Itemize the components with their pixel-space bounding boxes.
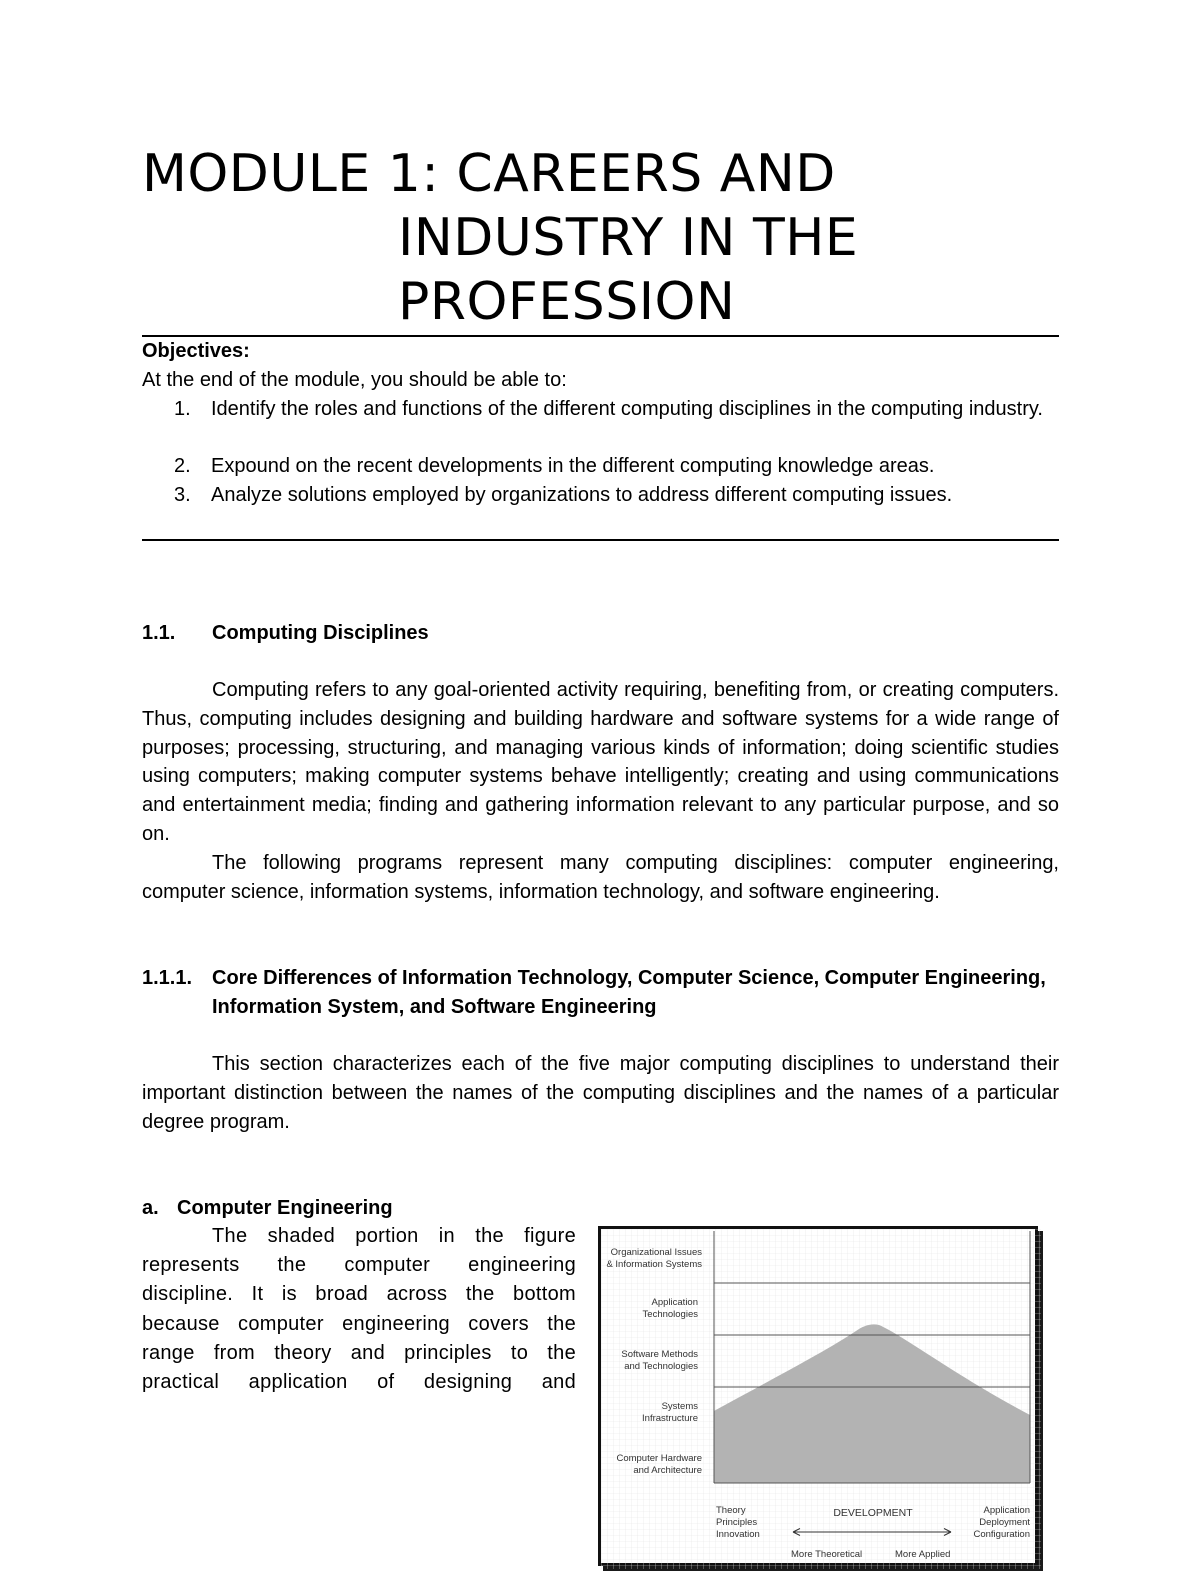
objective-number: 2. [174,455,191,477]
row-label: Computer Hardware [616,1453,702,1464]
row-label: Technologies [642,1309,698,1320]
module-title-line-1: MODULE 1: CAREERS AND [142,144,836,204]
section-1-1-1-number: 1.1.1. [142,967,193,989]
module-title-line-3: PROFESSION [398,272,736,332]
computer-engineering-figure [598,1226,1044,1566]
paragraph-line: The shaded portion in the figure [212,1225,576,1247]
row-label: Software Methods [621,1349,698,1360]
objective-item [174,395,1059,424]
objective-text: Expound on the recent developments in the different computing knowledge areas. [211,455,935,477]
objective-number: 1. [174,398,191,420]
objectives-heading: Objectives: [142,340,250,362]
more-applied-label: More Applied [895,1549,951,1560]
title-divider [142,335,1059,337]
row-label: Infrastructure [642,1413,698,1424]
objective-text: Analyze solutions employed by organizations to address different computing issues. [211,484,953,506]
objective-text: Identify the roles and functions of the different computing disciplines in the computing industry. [211,398,1043,420]
section-1-1-1-title-line-2: Information System, and Software Engineering [212,996,657,1018]
row-label: and Technologies [624,1361,698,1372]
bottom-left-label: Principles [716,1517,758,1528]
objective-item [174,452,1059,481]
bottom-right-label: Application [983,1505,1030,1516]
section-1-1-1-title-line-1: Core Differences of Information Technology, Computer Science, Computer Engineering, [212,967,1046,989]
section-1-1-paragraph-2: The following programs represent many computing disciplines: computer engineering, computer science, information systems, information technology, and software engineering. [142,852,1059,903]
development-label: DEVELOPMENT [833,1507,913,1519]
figure-frame [598,1226,1038,1566]
row-label: and Architecture [633,1465,702,1476]
bottom-left-label: Innovation [716,1529,760,1540]
discipline-diagram [601,1229,1041,1569]
row-label: Systems [661,1401,698,1412]
objective-item [174,481,1059,510]
subsection-a-label: a. [142,1197,159,1219]
bottom-right-label: Deployment [979,1517,1030,1528]
section-1-1-number: 1.1. [142,622,176,644]
paragraph-line: discipline. It is broad across the bottom [142,1283,576,1306]
objective-number: 3. [174,484,191,506]
row-label: Organizational Issues [610,1247,702,1258]
paragraph-line: because computer engineering covers the [142,1312,576,1335]
subsection-a-title: Computer Engineering [177,1197,393,1219]
more-theoretical-label: More Theoretical [791,1549,863,1560]
row-label: & Information Systems [606,1259,702,1270]
paragraph-line: represents the computer engineering [142,1254,576,1277]
section-1-1-paragraph-1: Computing refers to any goal-oriented activity requiring, benefiting from, or creating computers. Thus, computing includes designing and building hardware and software systems for a wide range of purposes; processing, structuring, and managing various kinds of information; doing scientific studies using computers; making computer systems behave intelligently; creating and using communications and entertainment media; finding and gathering information relevant to any particular purpose, and so on. [142,679,1059,845]
subsection-a-paragraph [142,1222,576,1397]
bottom-right-label: Configuration [973,1529,1030,1540]
objectives-divider [142,539,1059,541]
module-title-line-2: INDUSTRY IN THE [398,208,859,268]
section-1-1-1-paragraph: This section characterizes each of the five major computing disciplines to understand their important distinction between the names of the computing disciplines and the names of a particular degree program. [142,1053,1059,1133]
paragraph-line: practical application of designing and [142,1371,576,1394]
section-1-1-title: Computing Disciplines [212,622,429,644]
bottom-left-label: Theory [716,1505,746,1516]
paragraph-line: range from theory and principles to the [142,1341,576,1364]
objectives-intro: At the end of the module, you should be able to: [142,369,567,391]
row-label: Application [651,1297,698,1308]
